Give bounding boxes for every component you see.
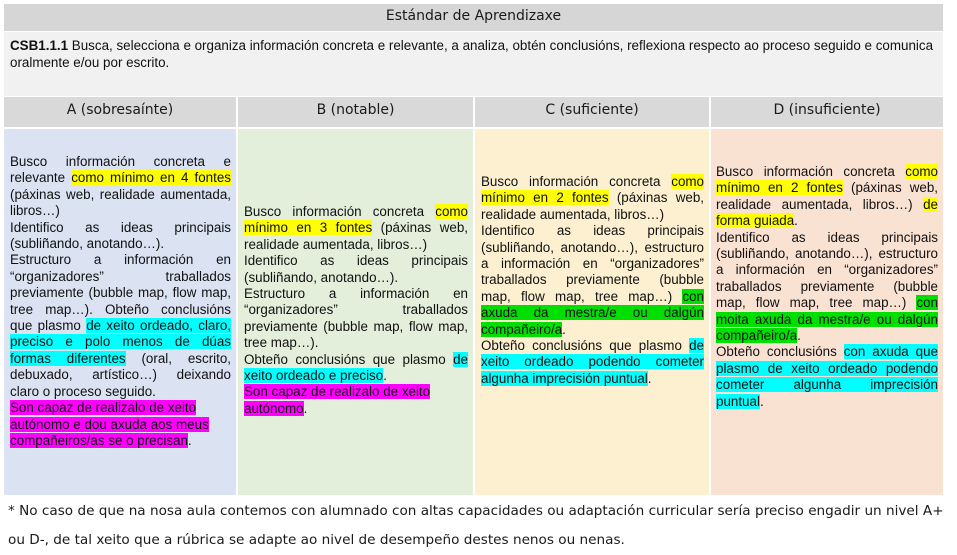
text-run: (páxinas web, realidade aumentada, libros…) xyxy=(481,190,704,222)
level-header-b: B (notable) xyxy=(238,97,475,127)
text-run: . xyxy=(187,432,192,448)
standard-title: Estándar de Aprendizaxe xyxy=(4,4,943,31)
text-run: Busco información concreta xyxy=(716,164,906,179)
level-header-c: C (suficiente) xyxy=(475,97,711,127)
standard-code: CSB1.1.1 xyxy=(10,38,69,53)
highlight-yellow: como mínimo en 2 fontes xyxy=(716,164,938,196)
text-run: (páxinas web, realidade aumentada, libros…) xyxy=(10,186,231,219)
highlight-yellow: de forma guiada xyxy=(716,196,938,229)
level-d-paragraph xyxy=(716,344,938,410)
text-run: . xyxy=(383,368,387,384)
level-a-paragraph xyxy=(10,252,231,400)
level-b-descriptor xyxy=(238,129,473,495)
standard-text: Busca, selecciona e organiza información concreta e relevante, a analiza, obtén conclusións, reflexiona respecto ao proceso seguido e comunica oralmente e/ou por escrito. xyxy=(10,38,934,70)
level-c-paragraph xyxy=(481,223,704,338)
highlight-cyan: de xeito ordeado e preciso xyxy=(244,351,468,384)
highlight-cyan: de xeito ordeado, claro, preciso e polo menos de dúas formas diferentes xyxy=(10,318,231,366)
highlight-yellow: como mínimo en 2 fontes xyxy=(481,174,704,206)
text-run: . xyxy=(794,213,798,229)
highlight-cyan: de xeito ordeado podendo cometer algunha imprecisión puntual xyxy=(481,338,704,386)
level-d-paragraph xyxy=(716,230,938,345)
text-run: Identifico as ideas principais (subliñando, anotando…), estructuro a información en “organizadores” traballados previamente (bubble map, flow map, tree map…) xyxy=(481,223,704,304)
text-run: Busco información concreta xyxy=(244,204,436,219)
level-a-descriptor xyxy=(4,129,236,495)
level-d-descriptor xyxy=(711,129,943,495)
level-c-descriptor xyxy=(475,129,709,495)
highlight-green: con axuda da mestra/e ou dalgún compañeiro/a xyxy=(481,288,704,337)
level-a-paragraph xyxy=(10,400,231,449)
text-run: Obteño conclusións xyxy=(716,344,844,360)
level-b-paragraph xyxy=(244,384,468,417)
text-run: . xyxy=(759,393,764,409)
level-b-paragraph: Estructuro a información en “organizadores” traballados previamente (bubble map, flow map, tree map…). xyxy=(244,286,468,351)
level-b-paragraph xyxy=(244,352,468,385)
highlight-magenta: Son capaz de realizalo de xeito autónomo e dou axuda aos meus compañeiros/as se o precisan xyxy=(10,400,209,448)
text-run: (oral, escrito, debuxado, artístico…) deixando claro o proceso seguido. xyxy=(10,350,232,399)
text-run: . xyxy=(303,400,308,416)
level-header-a: A (sobresaínte) xyxy=(4,97,238,127)
level-b-paragraph xyxy=(244,204,468,253)
level-c-paragraph xyxy=(481,338,704,387)
text-run: Estructuro a información en “organizadores” traballados previamente (bubble map, flow map, tree map…). Obteño conclusións que plasmo xyxy=(10,252,231,334)
level-header-d: D (insuficiente) xyxy=(711,97,943,127)
text-run: . xyxy=(797,328,801,344)
text-run: (páxinas web, realidade aumentada, libros…) xyxy=(716,180,938,212)
level-c-paragraph xyxy=(481,174,704,223)
level-a-paragraph: Identifico as ideas principais (subliñando, anotando…). xyxy=(10,219,231,252)
highlight-green: con moita axuda da mestra/e ou dalgún compañeiro/a xyxy=(716,295,938,344)
highlight-yellow: como mínimo en 3 fontes xyxy=(244,204,468,236)
text-run: Busco información concreta xyxy=(481,174,672,189)
highlight-magenta: Son capaz de realizalo de xeito autónomo xyxy=(244,384,431,416)
text-run: Obteño conclusións que plasmo xyxy=(481,338,690,354)
text-run: Busco información concreta e relevante xyxy=(10,154,231,186)
level-a-paragraph xyxy=(10,154,231,220)
level-b-paragraph: Identifico as ideas principais (subliñando, anotando…). xyxy=(244,253,468,285)
text-run: . xyxy=(562,321,566,337)
text-run: (páxinas web, realidade aumentada, libros…) xyxy=(244,220,468,252)
footnote: * No caso de que na nosa aula contemos con alumnado con altas capacidades ou adaptación curricular sería preciso engadir un nivel A+ ou D-, de tal xeito que a rúbrica se adapte ao nivel de desempeño destes nenos ou nenas. xyxy=(8,503,944,548)
highlight-cyan: con axuda que plasmo de xeito ordeado podendo cometer algunha imprecisión puntual xyxy=(716,344,938,409)
level-header-row xyxy=(4,97,943,127)
highlight-yellow: como mínimo en 4 fontes xyxy=(71,170,231,186)
text-run: Identifico as ideas principais (subliñando, anotando…), estructuro a información en “organizadores” traballados previamente (bubble map, flow map, tree map…) xyxy=(716,229,938,311)
level-d-paragraph xyxy=(716,164,938,230)
text-run: . xyxy=(647,370,652,386)
standard-description xyxy=(4,32,943,96)
text-run: Obteño conclusións que plasmo xyxy=(244,351,454,367)
